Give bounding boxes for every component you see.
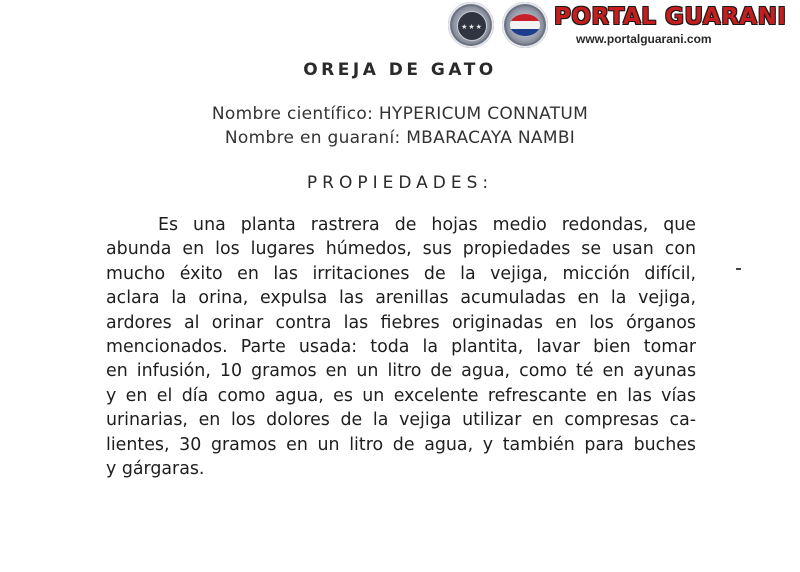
paraguay-flag-icon <box>510 14 540 36</box>
seal-emblem-icon <box>448 2 494 48</box>
body-paragraph <box>106 213 696 481</box>
body-line: urinarias, en los dolores de la vejiga utilizar en compresas ca- <box>106 410 696 431</box>
stars-icon: ★★★ <box>461 23 483 31</box>
body-line: y gárgaras. <box>106 459 205 480</box>
scientific-name-line: Nombre científico: HYPERICUM CONNATUM <box>211 104 589 124</box>
body-line: Es una planta rastrera de hojas medio redondas, que <box>158 215 696 235</box>
body-line: aclara la orina, expulsa las arenillas acumuladas en la vejiga, <box>106 288 696 309</box>
guarani-name-line: Nombre en guaraní: MBARACAYA NAMBI <box>224 128 576 148</box>
scan-speck <box>736 268 741 270</box>
body-line: lientes, 30 gramos en un litro de agua, y también para buches <box>106 434 696 455</box>
names-block <box>0 102 800 150</box>
logo-url: www.portalguarani.com <box>576 32 712 46</box>
section-heading: PROPIEDADES: <box>306 173 494 193</box>
body-line: ardores al orinar contra las fiebres originadas en los órganos <box>106 312 696 333</box>
portal-guarani-logo <box>448 2 788 50</box>
body-line: abunda en los lugares húmedos, sus propiedades se usan con <box>106 239 696 260</box>
flag-emblem-icon <box>502 2 548 48</box>
logo-title: PORTAL GUARANI <box>554 4 787 30</box>
body-line: y en el día como agua, es un excelente refrescante en las vías <box>106 385 696 406</box>
body-line: mucho éxito en las irritaciones de la vejiga, micción difícil, <box>106 263 696 284</box>
body-line: en infusión, 10 gramos en un litro de agua, como té en ayunas <box>106 361 696 382</box>
body-line: mencionados. Parte usada: toda la plantita, lavar bien tomar <box>106 337 696 358</box>
document-title: OREJA DE GATO <box>303 60 497 80</box>
seal-inner <box>457 11 487 41</box>
